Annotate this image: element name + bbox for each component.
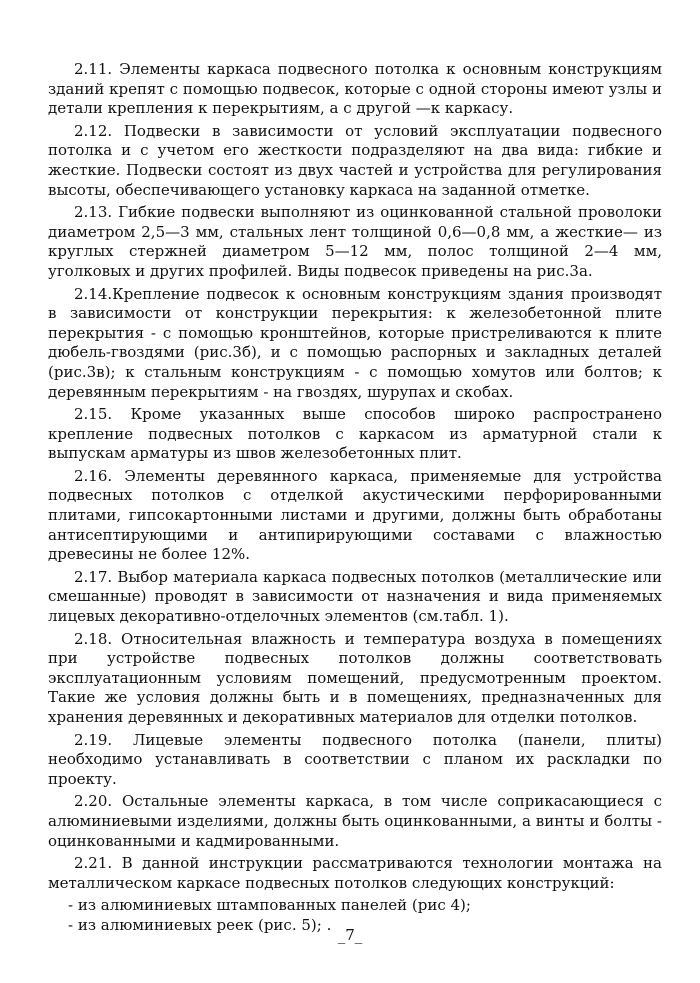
paragraph-2-18: 2.18. Относительная влажность и температура воздуха в помещениях при устройстве подвесных потолков должны соответствовать эксплуатационным условиям помещений, предусмотренным проектом. Такие же условия должны быть и в помещениях, предназначенных для хранения деревянных и декоративных материалов для отделки потолков. [48, 629, 662, 726]
paragraph-2-17: 2.17. Выбор материала каркаса подвесных потолков (металлические или смешанные) проводят в зависимости от назначения и вида применяемых лицевых декоративно-отделочных элементов (см.табл. 1). [48, 567, 662, 626]
paragraph-2-11: 2.11. Элементы каркаса подвесного потолка к основным конструкциям зданий крепят с помощью подвесок, которые с одной стороны имеют узлы и детали крепления к перекрытиям, а с другой —к каркасу. [48, 60, 662, 118]
paragraph-2-21: 2.21. В данной инструкции рассматриваются технологии монтажа на металлическом каркасе подвесных потолков следующих конструкций: [48, 854, 662, 892]
paragraph-2-20: 2.20. Остальные элементы каркаса, в том числе соприкасающиеся с алюминиевыми изделиями, должны быть оцинкованными, а винты и болты - оцинкованными и кадмированными. [48, 792, 662, 850]
paragraph-2-15: 2.15. Кроме указанных выше способов широко распространено крепление подвесных потолков с каркасом из арматурной стали к выпускам арматуры из швов железобетонных плит. [48, 405, 662, 463]
list-item-panels: - из алюминиевых штампованных панелей (рис 4); [68, 896, 471, 915]
paragraph-2-14: 2.14.Крепление подвесок к основным конструкциям здания производят в зависимости от конструкции перекрытия: к железобетонной плите перекрытия - с помощью кронштейнов, которые пристреливаются к плите дюбель-гвоздями (рис.3б), и с помощью распорных и закладных деталей (рис.3в); к стальным конструкциям - с помощью хомутов или болтов; к деревянным перекрытиям - на гвоздях, шурупах и скобах. [48, 284, 662, 401]
list-item-slats: - из алюминиевых реек (рис. 5); . [68, 915, 332, 934]
paragraph-2-12: 2.12. Подвески в зависимости от условий эксплуатации подвесного потолка и с учетом его жесткости подразделяют на два вида: гибкие и жесткие. Подвески состоят из двух частей и устройства для регулирования высоты, обеспечивающего установку каркаса на заданной отметке. [48, 121, 662, 199]
paragraph-2-16: 2.16. Элементы деревянного каркаса, применяемые для устройства подвесных потолков с отделкой акустическими перфорированными плитами, гипсокартонными листами и другими, должны быть обработаны антисептирующими и антипирирующими составами с влажностью древесины не более 12%. [48, 466, 662, 564]
page-number: _7_ [337, 926, 363, 944]
paragraph-2-19: 2.19. Лицевые элементы подвесного потолка (панели, плиты) необходимо устанавливать в соответствии с планом их раскладки по проекту. [48, 730, 662, 788]
paragraph-2-13: 2.13. Гибкие подвески выполняют из оцинкованной стальной проволоки диаметром 2,5—3 мм, стальных лент толщиной 0,6—0,8 мм, а жесткие— из круглых стержней диаметром 5—12 мм, полос толщиной 2—4 мм, уголковых и других профилей. Виды подвесок приведены на рис.3а. [48, 203, 662, 280]
document-page [48, 60, 662, 936]
